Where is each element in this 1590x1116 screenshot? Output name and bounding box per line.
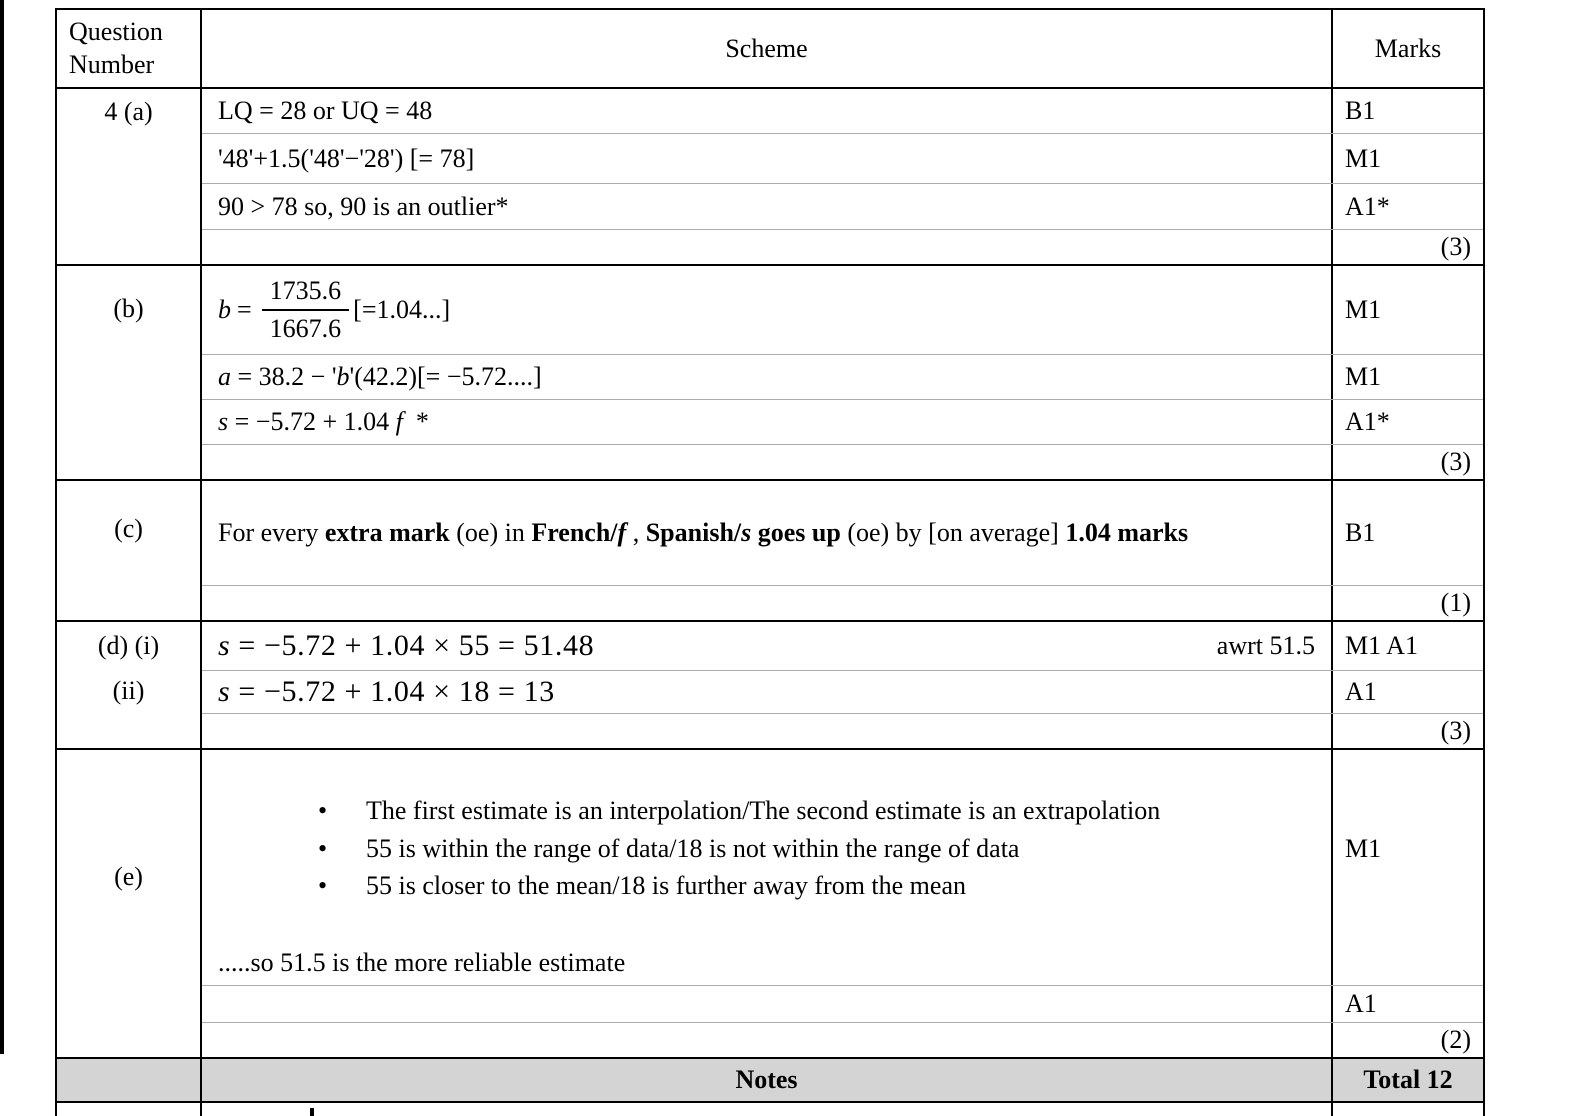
section-e: [57, 750, 1483, 1059]
text-part-bold-italic: f: [617, 518, 627, 548]
header-row: [57, 10, 1483, 89]
empty-cell: [1331, 1103, 1483, 1116]
math-var: b: [218, 295, 231, 324]
section-total: (2): [1331, 1023, 1483, 1057]
scheme-line: [202, 622, 1331, 670]
mark-value: B1: [1331, 89, 1483, 133]
math-tail: [=1.04...]: [353, 295, 451, 324]
section-total: (3): [1331, 714, 1483, 748]
bullet-item: [318, 830, 1315, 868]
text-part-bold: goes up: [751, 518, 841, 548]
empty-cell: [202, 586, 1331, 620]
scheme-line: [202, 355, 1331, 399]
question-label-c: (c): [57, 481, 202, 620]
total-marks-label: Total 12: [1331, 1059, 1483, 1101]
awrt-note: awrt 51.5: [1216, 631, 1315, 660]
mark-value: M1: [1331, 266, 1483, 354]
mark-value: A1*: [1331, 400, 1483, 444]
section-4a: [57, 89, 1483, 266]
answer-text: [218, 514, 1198, 552]
scheme-line: [202, 400, 1331, 444]
cutoff-divider-line: [310, 1108, 314, 1116]
scheme-line: [202, 671, 1331, 713]
notes-row: [57, 1059, 1483, 1103]
text-part: For every: [218, 518, 325, 548]
mark-value: M1: [1331, 355, 1483, 399]
empty-cell: [57, 1103, 202, 1116]
question-label-b: (b): [57, 266, 202, 479]
mark-value: M1: [1331, 750, 1483, 985]
empty-cell: [202, 986, 1331, 1022]
mark-value: B1: [1331, 481, 1483, 585]
bullet-item: [318, 867, 1315, 905]
scheme-line-fraction: [202, 266, 1331, 354]
bullet-text: The first estimate is an interpolation/The second estimate is an extrapolation: [366, 796, 1161, 825]
question-label-d: [57, 622, 202, 748]
math-text: *: [402, 407, 429, 436]
math-var: f: [395, 407, 403, 436]
text-part-bold: 1.04: [1065, 518, 1111, 548]
scheme-header: Scheme: [725, 33, 808, 63]
scheme-line: [202, 750, 1331, 985]
scheme-line: LQ = 28 or UQ = 48: [218, 96, 433, 125]
section-c: [57, 481, 1483, 622]
notes-label: Notes: [735, 1065, 798, 1095]
bullet-text: 55 is within the range of data/18 is not within the range of data: [366, 833, 1020, 863]
section-b: [57, 266, 1483, 481]
math-var: s: [218, 629, 231, 662]
empty-cell: [202, 230, 1331, 264]
text-part-bold-italic: s: [741, 518, 752, 548]
text-part-bold: French/: [531, 518, 618, 548]
fraction-denominator: 1667.6: [269, 314, 342, 343]
equals-sign: =: [237, 295, 252, 324]
scheme-line: [202, 481, 1331, 585]
marks-header: Marks: [1331, 10, 1483, 87]
section-total: (3): [1331, 230, 1483, 264]
scheme-line: 90 > 78 so, 90 is an outlier*: [218, 191, 509, 221]
empty-cell: [202, 714, 1331, 748]
math-text: = −5.72 + 1.04: [228, 407, 396, 436]
text-part: ,: [626, 518, 646, 548]
question-label-e: (e): [57, 750, 202, 1057]
math-var: s: [218, 407, 229, 436]
mark-scheme-table: [55, 8, 1485, 1116]
math-var: b: [336, 362, 350, 391]
section-total: (3): [1331, 445, 1483, 479]
text-part: (oe) by [on average]: [840, 518, 1066, 548]
partial-next-row: [57, 1103, 1483, 1116]
math-var: a: [218, 362, 231, 391]
text-part-bold: extra mark: [324, 518, 450, 548]
question-number-header: Question Number: [57, 10, 202, 87]
bullet-item: [318, 792, 1315, 830]
empty-cell: [202, 1023, 1331, 1057]
empty-cell: [202, 1103, 1331, 1116]
math-text: = 38.2 − ': [231, 362, 337, 391]
math-text: '(42.2)[= −5.72....]: [349, 362, 542, 391]
scheme-line: '48'+1.5('48'−'28') [= 78]: [218, 143, 475, 173]
text-part-bold: Spanish/: [645, 518, 742, 548]
empty-cell: [202, 445, 1331, 479]
math-text: = −5.72 + 1.04 × 55 = 51.48: [230, 629, 595, 662]
mark-value: A1: [1331, 986, 1483, 1022]
empty-cell: [57, 1059, 202, 1101]
question-label-d-i: (d) (i): [97, 631, 160, 660]
mark-value: A1*: [1331, 184, 1483, 229]
bullet-list: [318, 792, 1315, 905]
mark-value: A1: [1331, 671, 1483, 713]
math-text: = −5.72 + 1.04 × 18 = 13: [230, 675, 555, 708]
mark-value: M1 A1: [1331, 622, 1483, 670]
question-label-4a: 4 (a): [57, 89, 202, 264]
fraction: [262, 274, 350, 346]
fraction-numerator: 1735.6: [262, 274, 350, 311]
question-label-d-ii: (ii): [112, 676, 145, 705]
section-d: [57, 622, 1483, 750]
page-edge-line: [0, 0, 4, 1054]
section-total: (1): [1331, 586, 1483, 620]
math-var: s: [218, 675, 231, 708]
text-part: (oe) in: [449, 518, 532, 548]
text-part-bold: marks: [1117, 518, 1189, 548]
bullet-text: 55 is closer to the mean/18 is further away from the mean: [366, 871, 966, 901]
mark-value: M1: [1331, 134, 1483, 183]
conclusion-text: .....so 51.5 is the more reliable estimate: [218, 948, 626, 978]
